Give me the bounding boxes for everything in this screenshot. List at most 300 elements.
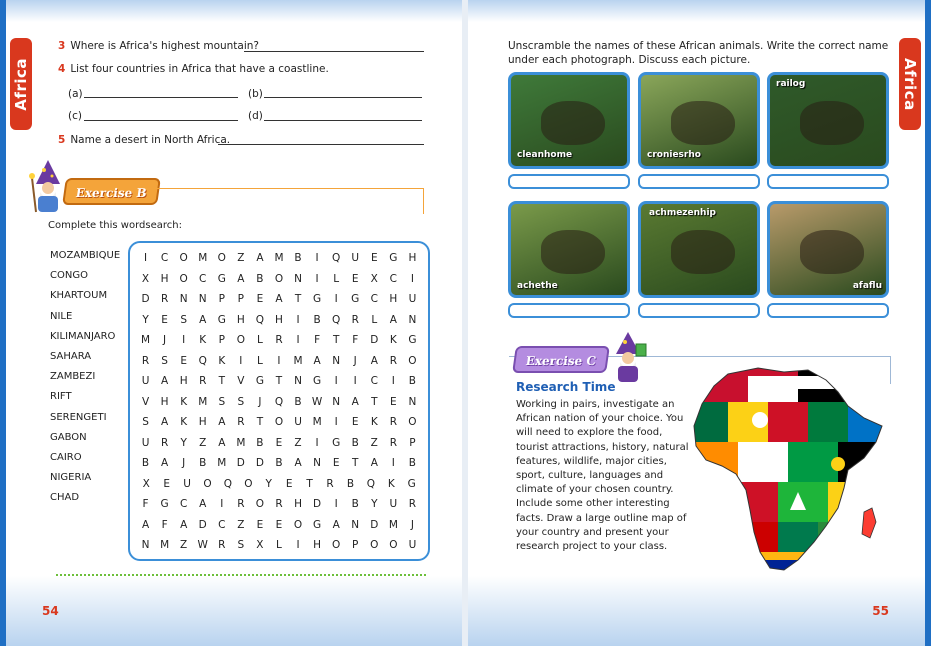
exercise-b-rule-end [423, 188, 424, 214]
word-list-item: CHAD [50, 492, 80, 504]
grid-row [136, 433, 422, 454]
grid-letter[interactable]: X [370, 272, 378, 285]
grid-letter[interactable]: Z [237, 518, 245, 531]
grid-letter[interactable]: M [141, 334, 151, 346]
grid-letter[interactable]: M [388, 518, 398, 531]
grid-letter[interactable]: H [408, 252, 417, 264]
grid-letter[interactable]: E [275, 436, 283, 449]
grid-letter[interactable]: J [182, 457, 186, 469]
scrambled-name: achethe [517, 281, 558, 291]
grid-letter[interactable]: J [258, 395, 262, 408]
top-fade [468, 0, 925, 22]
grid-letter[interactable]: I [220, 498, 224, 510]
grid-letter[interactable]: B [408, 457, 417, 469]
grid-letter[interactable]: S [161, 354, 168, 367]
grid-letter[interactable]: T [218, 375, 225, 387]
word-list-item: MOZAMBIQUE [50, 250, 121, 261]
exercise-c-rule-end [890, 356, 891, 384]
grid-letter[interactable]: L [256, 354, 263, 367]
grid-letter[interactable]: H [313, 539, 322, 551]
grid-letter[interactable]: T [371, 395, 378, 408]
exercise-b-title: Exercise B [74, 186, 148, 200]
grid-letter[interactable]: U [408, 293, 417, 305]
grid-letter[interactable]: R [199, 375, 207, 387]
grid-letter[interactable]: J [410, 518, 414, 531]
grid-letter[interactable]: R [160, 436, 169, 449]
q4-option-c [68, 110, 82, 122]
grid-letter[interactable]: N [294, 272, 302, 285]
grid-letter[interactable]: O [389, 539, 398, 551]
grid-letter[interactable]: Q [274, 395, 284, 408]
grid-letter[interactable]: O [203, 477, 212, 490]
grid-letter[interactable]: Y [371, 498, 378, 510]
grid-letter[interactable]: O [332, 539, 341, 551]
grid-letter[interactable]: N [408, 313, 417, 326]
grid-letter[interactable]: I [296, 539, 300, 551]
grid-letter[interactable]: O [244, 477, 253, 490]
grid-letter[interactable]: W [311, 395, 323, 408]
grid-letter[interactable]: C [179, 498, 188, 510]
grid-letter[interactable]: H [236, 313, 245, 326]
question-text: Name a desert in North Africa. [70, 134, 231, 146]
grid-letter[interactable]: H [160, 272, 169, 285]
animal-photo [638, 201, 760, 298]
grid-letter[interactable]: R [218, 539, 226, 551]
grid-letter[interactable]: T [275, 375, 283, 387]
grid-letter[interactable]: O [236, 334, 245, 346]
africa-flag-map [688, 362, 888, 582]
grid-letter[interactable]: T [256, 416, 264, 428]
right-page [468, 0, 925, 646]
grid-row [136, 412, 422, 433]
answer-box[interactable] [767, 174, 889, 189]
grid-letter[interactable]: J [353, 354, 357, 367]
grid-letter[interactable]: E [163, 477, 170, 490]
page-number-left: 54 [42, 604, 59, 618]
grid-letter[interactable]: K [370, 416, 378, 428]
word-list-item: CAIRO [50, 451, 82, 463]
grid-letter[interactable]: M [274, 252, 284, 264]
question-3 [58, 40, 259, 52]
grid-letter[interactable]: X [141, 272, 150, 285]
grid-letter[interactable]: U [294, 416, 302, 428]
grid-letter[interactable]: R [389, 436, 397, 449]
grid-letter[interactable]: P [352, 539, 359, 551]
grid-letter[interactable]: G [389, 252, 398, 264]
word-list-item: ZAMBEZI [50, 371, 96, 383]
grid-letter[interactable]: L [371, 313, 378, 326]
grid-letter[interactable]: U [183, 477, 191, 490]
grid-letter[interactable]: U [141, 436, 150, 449]
scrambled-name: achmezenhip [649, 208, 716, 218]
grid-letter[interactable]: I [391, 375, 395, 387]
answer-box[interactable] [767, 303, 889, 318]
grid-letter[interactable]: G [217, 313, 226, 326]
question-text: Where is Africa's highest mountain? [70, 40, 259, 52]
grid-row [136, 330, 422, 351]
grid-letter[interactable]: Q [332, 313, 341, 326]
grid-letter[interactable]: V [237, 375, 245, 387]
grid-letter[interactable]: C [370, 375, 378, 387]
grid-letter[interactable]: I [315, 252, 319, 264]
q4-option-d [248, 110, 263, 122]
question-number: 5 [58, 134, 66, 146]
grid-letter[interactable]: Z [237, 252, 245, 264]
grid-letter[interactable]: I [296, 334, 300, 346]
grid-letter[interactable]: H [389, 293, 398, 305]
exercise-c-badge [512, 346, 610, 373]
grid-letter[interactable]: E [351, 416, 359, 428]
answer-line-q4c[interactable] [84, 120, 238, 121]
grid-letter[interactable]: O [274, 416, 284, 428]
grid-letter[interactable]: I [410, 272, 414, 285]
scrambled-name: afaflu [852, 281, 882, 291]
grid-letter[interactable]: N [294, 375, 302, 387]
grid-letter[interactable]: Q [332, 252, 341, 264]
grid-letter[interactable]: T [294, 293, 302, 305]
grid-letter[interactable]: C [199, 272, 207, 285]
grid-letter[interactable]: S [237, 395, 245, 408]
grid-letter[interactable]: Y [180, 436, 187, 449]
grid-letter[interactable]: O [370, 539, 379, 551]
grid-letter[interactable]: F [314, 334, 321, 346]
grid-letter[interactable]: R [326, 477, 334, 490]
dotted-divider [56, 574, 426, 576]
grid-letter[interactable]: D [313, 498, 322, 510]
grid-letter[interactable]: R [237, 416, 245, 428]
grid-letter[interactable]: A [332, 518, 340, 531]
grid-letter[interactable]: A [389, 313, 397, 326]
grid-letter[interactable]: G [160, 498, 169, 510]
grid-letter[interactable]: E [180, 354, 187, 367]
grid-letter[interactable]: R [141, 354, 150, 367]
scrambled-name: railog [776, 79, 806, 89]
grid-letter[interactable]: M [198, 395, 208, 408]
animal-photo [508, 201, 630, 298]
grid-letter[interactable]: N [179, 293, 188, 305]
grid-letter[interactable]: A [313, 354, 321, 367]
question-text: List four countries in Africa that have a coastline. [70, 63, 329, 75]
question-number: 4 [58, 63, 66, 75]
grid-letter[interactable]: I [315, 436, 319, 449]
grid-letter[interactable]: I [391, 457, 395, 469]
grid-letter[interactable]: U [141, 375, 150, 387]
grid-letter[interactable]: G [313, 518, 322, 531]
grid-letter[interactable]: A [161, 375, 169, 387]
grid-letter[interactable]: W [197, 539, 208, 551]
grid-letter[interactable]: M [198, 252, 208, 264]
grid-letter[interactable]: V [141, 395, 150, 408]
grid-letter[interactable]: E [351, 272, 359, 285]
grid-letter[interactable]: R [389, 354, 397, 367]
grid-letter[interactable]: H [160, 395, 169, 408]
grid-letter[interactable]: E [275, 518, 283, 531]
grid-letter[interactable]: K [389, 334, 397, 346]
grid-letter[interactable]: S [180, 313, 187, 326]
grid-letter[interactable]: N [351, 518, 360, 531]
grid-letter[interactable]: I [239, 354, 243, 367]
grid-row [136, 535, 422, 556]
grid-row [136, 474, 422, 495]
animal-silhouette [800, 101, 864, 145]
grid-letter[interactable]: R [237, 498, 245, 510]
grid-letter[interactable]: G [332, 436, 341, 449]
grid-letter[interactable]: R [275, 334, 283, 346]
grid-letter[interactable]: D [198, 518, 207, 531]
grid-letter[interactable]: B [351, 498, 359, 510]
grid-letter[interactable]: K [199, 334, 207, 346]
grid-letter[interactable]: H [198, 416, 207, 428]
side-tab-label: Africa [901, 57, 919, 111]
grid-letter[interactable]: K [180, 416, 188, 428]
grid-letter[interactable]: I [353, 375, 357, 387]
answer-line-q4a[interactable] [84, 97, 238, 98]
grid-letter[interactable]: T [352, 457, 359, 469]
grid-letter[interactable]: B [256, 436, 264, 449]
grid-letter[interactable]: G [255, 375, 264, 387]
answer-box[interactable] [508, 303, 630, 318]
answer-line-q5[interactable] [218, 144, 424, 145]
grid-letter[interactable]: I [334, 375, 338, 387]
grid-letter[interactable]: Q [366, 477, 375, 490]
grid-letter[interactable]: I [296, 313, 300, 326]
grid-letter[interactable]: B [313, 313, 321, 326]
grid-letter[interactable]: N [332, 395, 341, 408]
q4-option-b [248, 88, 263, 100]
grid-letter[interactable]: D [370, 518, 379, 531]
grid-letter[interactable]: H [179, 375, 188, 387]
grid-letter[interactable]: A [370, 354, 378, 367]
grid-letter[interactable]: K [387, 477, 395, 490]
research-time-title: Research Time [516, 380, 616, 394]
grid-letter[interactable]: R [389, 416, 397, 428]
grid-letter[interactable]: U [389, 498, 398, 510]
grid-letter[interactable]: Q [255, 313, 265, 326]
grid-letter[interactable]: E [332, 457, 340, 469]
grid-letter[interactable]: B [199, 457, 207, 469]
grid-letter[interactable]: G [313, 293, 322, 305]
grid-letter[interactable]: F [352, 334, 359, 346]
grid-letter[interactable]: Z [294, 436, 302, 449]
grid-row [136, 289, 422, 310]
grid-letter[interactable]: A [294, 457, 302, 469]
grid-letter[interactable]: I [334, 293, 338, 305]
grid-letter[interactable]: M [217, 457, 227, 469]
grid-letter[interactable]: L [333, 272, 340, 285]
grid-letter[interactable]: E [256, 293, 264, 305]
side-tab-label: Africa [12, 57, 30, 111]
grid-letter[interactable]: B [294, 252, 302, 264]
grid-letter[interactable]: R [351, 313, 359, 326]
africa-side-tab-left [10, 38, 32, 130]
scrambled-name: cleanhome [517, 150, 573, 160]
grid-row [136, 269, 422, 290]
grid-letter[interactable]: A [141, 518, 150, 531]
grid-letter[interactable]: A [218, 416, 226, 428]
word-list-item: NIGERIA [50, 472, 92, 484]
word-list-item: NILE [50, 310, 73, 322]
page-number-right: 55 [872, 604, 889, 618]
grid-letter[interactable]: B [408, 375, 417, 387]
grid-letter[interactable]: Y [265, 477, 272, 490]
grid-letter[interactable]: Z [199, 436, 207, 449]
grid-letter[interactable]: K [180, 395, 188, 408]
grid-letter[interactable]: A [275, 293, 283, 305]
grid-letter[interactable]: O [274, 272, 284, 285]
grid-letter[interactable]: D [370, 334, 379, 346]
grid-letter[interactable]: O [255, 498, 265, 510]
grid-letter[interactable]: C [160, 252, 169, 264]
grid-letter[interactable]: K [218, 354, 226, 367]
grid-letter[interactable]: A [199, 498, 207, 510]
grid-letter[interactable]: A [180, 518, 188, 531]
grid-letter[interactable]: A [161, 416, 169, 428]
grid-letter[interactable]: N [141, 539, 150, 551]
answer-box[interactable] [508, 174, 630, 189]
grid-letter[interactable]: E [256, 518, 264, 531]
grid-letter[interactable]: A [351, 395, 359, 408]
bottom-fade [6, 576, 462, 646]
grid-letter[interactable]: G [408, 334, 417, 346]
grid-letter[interactable]: Q [223, 477, 233, 490]
grid-letter[interactable]: M [160, 539, 170, 551]
grid-letter[interactable]: E [285, 477, 293, 490]
left-page [6, 0, 462, 646]
grid-letter[interactable]: L [276, 539, 282, 551]
grid-letter[interactable]: I [334, 416, 338, 428]
grid-letter[interactable]: A [237, 272, 245, 285]
grid-letter[interactable]: G [313, 375, 322, 387]
grid-letter[interactable]: D [255, 457, 264, 469]
grid-letter[interactable]: U [408, 539, 417, 551]
grid-letter[interactable]: B [351, 436, 359, 449]
grid-letter[interactable]: C [218, 518, 226, 531]
grid-letter[interactable]: I [334, 498, 338, 510]
grid-letter[interactable]: I [143, 252, 148, 264]
grid-letter[interactable]: E [161, 313, 168, 326]
grid-letter[interactable]: F [142, 498, 149, 510]
grid-letter[interactable]: N [198, 293, 207, 305]
grid-letter[interactable]: H [275, 313, 283, 326]
grid-letter[interactable]: G [351, 293, 360, 305]
grid-letter[interactable]: B [256, 272, 264, 285]
grid-letter[interactable]: N [408, 395, 417, 408]
unscramble-instruction: Unscramble the names of these African animals. Write the correct name under each photograph. Discuss each picture. [508, 40, 889, 66]
grid-letter[interactable]: O [179, 272, 188, 285]
grid-letter[interactable]: P [218, 293, 225, 305]
grid-letter[interactable]: Z [370, 436, 378, 449]
grid-letter[interactable]: R [275, 498, 283, 510]
grid-letter[interactable]: A [256, 252, 264, 264]
grid-letter[interactable]: S [218, 395, 226, 408]
grid-letter[interactable]: T [332, 334, 340, 346]
grid-letter[interactable]: M [236, 436, 246, 449]
word-list-item: KILIMANJARO [50, 330, 116, 342]
grid-letter[interactable]: O [408, 416, 417, 428]
grid-letter[interactable]: I [315, 272, 319, 285]
grid-letter[interactable]: O [217, 252, 226, 264]
grid-letter[interactable]: O [408, 354, 417, 367]
answer-box[interactable] [638, 303, 760, 318]
grid-letter[interactable]: Y [142, 313, 149, 326]
grid-letter[interactable]: I [277, 354, 281, 367]
exercise-c-header [514, 346, 608, 373]
wizard-icon [608, 330, 648, 384]
grid-letter[interactable]: E [370, 252, 378, 264]
grid-letter[interactable]: R [408, 498, 417, 510]
answer-line-q4b[interactable] [264, 97, 422, 98]
grid-letter[interactable]: O [293, 518, 303, 531]
grid-letter[interactable]: X [256, 539, 264, 551]
bottom-fade [468, 576, 925, 646]
grid-letter[interactable]: X [142, 477, 150, 490]
animal-silhouette [671, 230, 735, 274]
grid-letter[interactable]: S [237, 539, 245, 551]
top-fade [6, 0, 462, 22]
grid-letter[interactable]: A [161, 457, 169, 469]
grid-letter[interactable]: A [218, 436, 226, 449]
grid-letter[interactable]: Z [180, 539, 188, 551]
grid-letter[interactable]: N [313, 457, 322, 469]
grid-row [136, 310, 422, 331]
grid-letter[interactable]: I [182, 334, 186, 346]
grid-letter[interactable]: P [237, 293, 245, 305]
exercise-c-title: Exercise C [524, 354, 598, 368]
grid-letter[interactable]: A [370, 457, 378, 469]
grid-letter[interactable]: A [199, 313, 207, 326]
answer-line-q3[interactable] [244, 51, 424, 52]
grid-letter[interactable]: Q [198, 354, 207, 367]
grid-letter[interactable]: D [141, 293, 150, 305]
grid-letter[interactable]: N [332, 354, 341, 367]
grid-letter[interactable]: J [163, 334, 167, 346]
grid-letter[interactable]: G [217, 272, 226, 285]
grid-letter[interactable]: B [275, 457, 283, 469]
grid-letter[interactable]: D [236, 457, 245, 469]
word-list [50, 246, 120, 508]
grid-letter[interactable]: G [407, 477, 416, 490]
animal-photo [767, 72, 889, 169]
grid-row [136, 248, 422, 269]
grid-letter[interactable]: H [294, 498, 302, 510]
grid-row [136, 351, 422, 372]
grid-letter[interactable]: T [306, 477, 313, 490]
wordsearch-instruction: Complete this wordsearch: [48, 220, 182, 231]
grid-letter[interactable]: M [293, 354, 303, 367]
grid-letter[interactable]: C [389, 272, 398, 285]
grid-letter[interactable]: O [179, 252, 188, 264]
grid-letter[interactable]: F [161, 518, 168, 531]
answer-line-q4d[interactable] [264, 120, 422, 121]
grid-letter[interactable]: R [160, 293, 169, 305]
grid-letter[interactable]: U [351, 252, 360, 264]
answer-box[interactable] [638, 174, 760, 189]
word-list-item: SERENGETI [50, 411, 107, 423]
grid-letter[interactable]: B [294, 395, 302, 408]
wordsearch-grid[interactable] [128, 241, 430, 561]
grid-letter[interactable]: B [141, 457, 150, 469]
grid-letter[interactable]: P [409, 436, 416, 449]
grid-letter[interactable]: P [218, 334, 225, 346]
grid-letter[interactable]: E [390, 395, 397, 408]
option-label: (c) [68, 110, 82, 122]
grid-letter[interactable]: B [346, 477, 355, 490]
grid-letter[interactable]: C [370, 293, 378, 305]
grid-letter[interactable]: M [312, 416, 322, 428]
grid-letter[interactable]: L [256, 334, 263, 346]
grid-letter[interactable]: S [142, 416, 149, 428]
exercise-b-rule [154, 188, 424, 189]
